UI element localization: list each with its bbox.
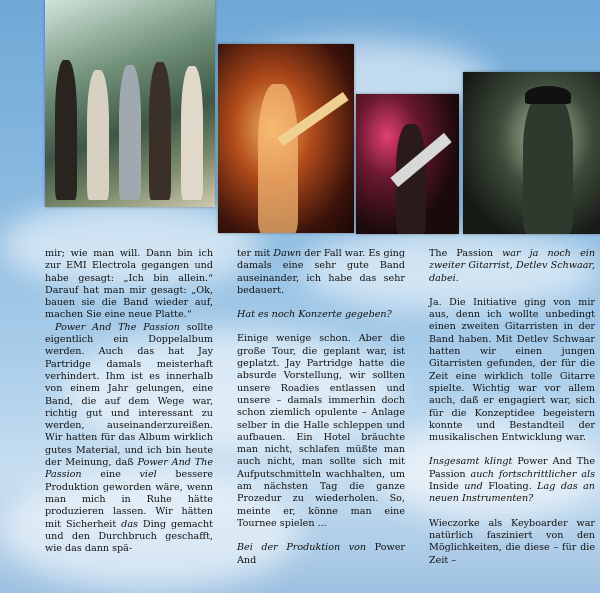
paragraph: Wieczorke als Keyboarder war natürlich fasziniert von den Möglichkeiten, die diese – für die Zeit – xyxy=(429,517,595,566)
interview-question xyxy=(237,542,405,567)
singer-figure xyxy=(523,92,573,234)
text-run: Ding gemacht und den Durchbruch geschafft, wie das dann spä- xyxy=(45,518,213,555)
album-title: Dawn xyxy=(273,248,302,259)
paragraph: Einige wenige schon. Aber die große Tour, die geplant war, ist geplatzt. Jay Partridge hatte die absurde Vorstellung, wir sollten unsere Roadies entlassen und unsere – damals immerhin doch schon ziemlich opulente – Anlage selber in die Halle schleppen und aufbauen. Ein Hotel bräuchte man nicht, schlafen müßte man auch nicht, man sollte sich mit Aufputschmitteln wachhalten, um am nächsten Tag die ganze Prozedur zu wiederholen. So, meinte er, könne man eine Tournee spielen ... xyxy=(237,333,405,529)
text-run: Insgesamt klingt xyxy=(429,456,518,468)
album-title: Power And xyxy=(237,542,405,566)
text-run: war ja noch ein zweiter Gitarrist, Detlev Schwaar, dabei. xyxy=(429,248,595,284)
emphasis: viel xyxy=(139,469,157,481)
text-run: eine xyxy=(81,469,140,481)
guitarist-flying-v xyxy=(356,94,459,234)
text-run: . Lag das an neuen Instrumenten? xyxy=(429,481,595,505)
interview-question xyxy=(429,248,595,285)
paragraph: Ja. Die Initiative ging von mir aus, denn ich wollte unbedingt einen zweiten Gitarristen in der Band haben. Mit Detlev Schwaar hatten wir einen jungen Gitarristen gefunden, der für die Zeit eine wirklich tolle Gitarre spielte. Wichtig war vor allem auch, daß er engagiert war, sich für die Konzeptidee begeistern konnte und Bestandteil der musikalischen Entwicklung war. xyxy=(429,296,595,444)
text-run: und xyxy=(458,481,489,493)
text-column-3 xyxy=(429,248,595,567)
interview-question: Hat es noch Konzerte gegeben? xyxy=(237,309,392,321)
text-run: auch fortschrittlicher als xyxy=(465,468,595,480)
text-run: sollte eigentlich ein Doppelalbum werden. Auch das hat Jay Partridge damals meisterhaft verhindert. Ihm ist es innerhalb von einem Jahr gelungen, eine Band, die auf dem Wege war, richtig gut und interessant zu werden, auseinanderzureißen. Wir hatten für das Album wirklich gutes Material, und ich bin heute der Meinung, daß xyxy=(45,321,213,469)
paragraph xyxy=(237,248,405,297)
text-column-1 xyxy=(45,248,213,555)
band-member-figure xyxy=(119,65,141,200)
album-title: Inside xyxy=(429,481,459,493)
text-run: bessere Produktion geworden wäre, wenn man mich in Ruhe hätte produzieren lassen. Wir hätten mit Sicherheit xyxy=(45,469,213,530)
album-title: Power And The Passion xyxy=(429,456,596,480)
band-member-figure xyxy=(181,66,203,200)
paragraph: mir; wie man will. Dann bin ich zur EMI Electrola gegangen und habe gesagt: „Ich bin allein.“ Darauf hat man mir gesagt: „Ok, bauen sie die Band wieder auf, machen Sie eine neue Platte.“ xyxy=(45,248,213,321)
singer-with-hat-stage xyxy=(463,72,600,234)
guitarist-figure xyxy=(258,84,298,233)
paragraph xyxy=(45,322,213,556)
text-run: Bei der Produktion von xyxy=(237,542,375,554)
band-member-figure xyxy=(55,60,77,200)
text-column-2 xyxy=(237,248,405,567)
hat-shape xyxy=(525,86,571,104)
guitarist-stage-orange-light xyxy=(218,44,354,233)
album-title: Power And The Passion xyxy=(55,321,180,333)
emphasis: das xyxy=(121,518,138,530)
band-member-figure xyxy=(149,62,171,200)
interview-question xyxy=(429,456,595,505)
band-member-figure xyxy=(87,70,109,200)
text-run: der Fall war. Es ging damals eine sehr gute Band auseinander, ich habe das sehr bedauert. xyxy=(237,248,405,296)
band-outdoor-group-photo xyxy=(45,0,215,207)
text-run: ter mit xyxy=(237,248,274,259)
album-title: Floating xyxy=(488,481,529,493)
album-title: The Passion xyxy=(429,248,493,259)
album-title: Power And The Passion xyxy=(45,457,214,481)
